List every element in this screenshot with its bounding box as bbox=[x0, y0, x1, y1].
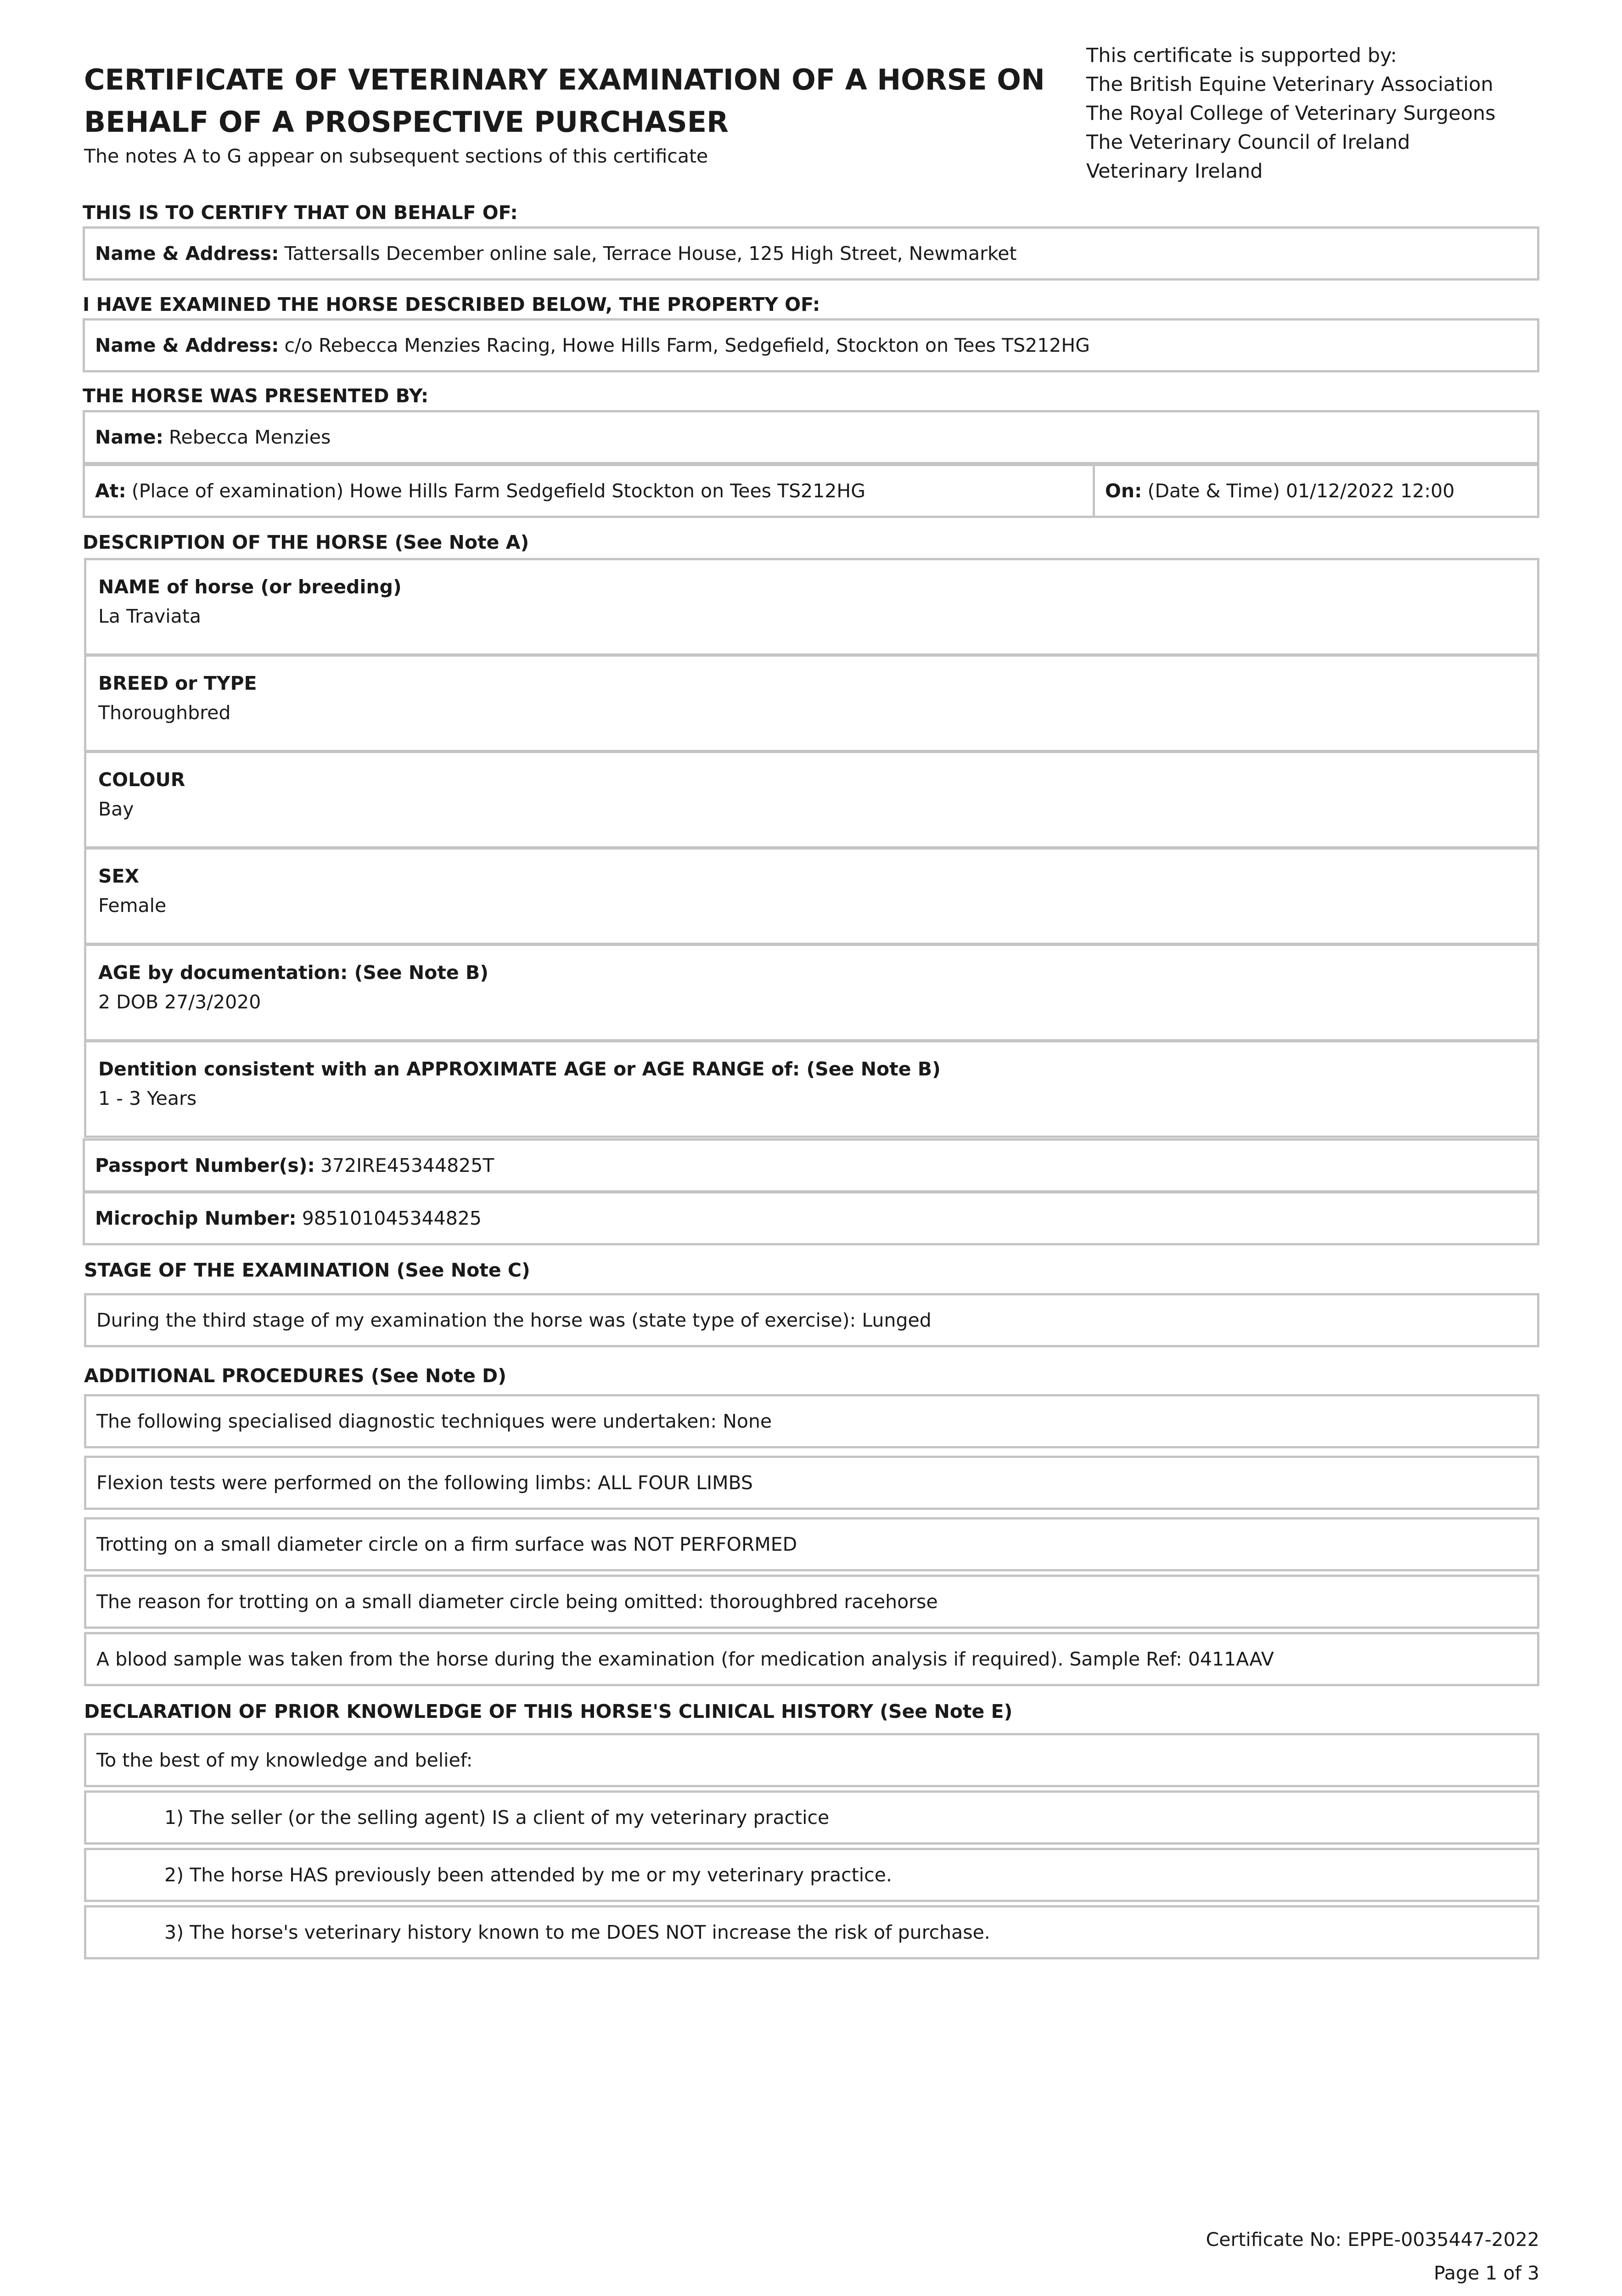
breed-box bbox=[84, 654, 1539, 752]
at-label: At: bbox=[95, 480, 126, 502]
property-name-address-box bbox=[83, 318, 1539, 372]
page-number: Page 1 of 3 bbox=[1433, 2262, 1539, 2284]
age-box bbox=[84, 944, 1539, 1041]
supporter-veterinary-ireland: Veterinary Ireland bbox=[1086, 160, 1263, 183]
breed-value: Thoroughbred bbox=[98, 702, 231, 724]
supported-by-block bbox=[1086, 41, 1496, 186]
presented-heading: THE HORSE WAS PRESENTED BY: bbox=[83, 385, 429, 407]
supported-by-heading: This certificate is supported by: bbox=[1086, 44, 1397, 67]
description-heading: DESCRIPTION OF THE HORSE (See Note A) bbox=[83, 531, 529, 553]
sex-label: SEX bbox=[98, 865, 140, 887]
procedure-item bbox=[84, 1517, 1539, 1571]
colour-box bbox=[84, 751, 1539, 849]
procedure-blood-sample-text: A blood sample was taken from the horse during the examination (for medication analysis if required). Sample Ref: 0411AAV bbox=[96, 1648, 1274, 1670]
stage-text: During the third stage of my examination the horse was (state type of exercise): Lunged bbox=[96, 1309, 932, 1331]
microchip-label: Microchip Number: bbox=[95, 1207, 297, 1229]
declaration-item bbox=[84, 1790, 1539, 1845]
colour-label: COLOUR bbox=[98, 769, 185, 791]
declaration-heading: DECLARATION OF PRIOR KNOWLEDGE OF THIS HORSE'S CLINICAL HISTORY (See Note E) bbox=[84, 1700, 1013, 1722]
age-label: AGE by documentation: (See Note B) bbox=[98, 962, 488, 984]
on-value: (Date & Time) 01/12/2022 12:00 bbox=[1147, 480, 1455, 502]
notes-subtitle: The notes A to G appear on subsequent sections of this certificate bbox=[84, 145, 708, 167]
declaration-intro-box bbox=[84, 1733, 1539, 1787]
declaration-item bbox=[84, 1905, 1539, 1959]
stage-heading: STAGE OF THE EXAMINATION (See Note C) bbox=[84, 1259, 530, 1281]
dentition-label: Dentition consistent with an APPROXIMATE AGE or AGE RANGE of: (See Note B) bbox=[98, 1058, 941, 1080]
supporter-beva: The British Equine Veterinary Association bbox=[1086, 73, 1493, 96]
property-label: Name & Address: bbox=[95, 334, 279, 356]
horse-name-label: NAME of horse (or breeding) bbox=[98, 576, 402, 598]
dentition-box bbox=[84, 1040, 1539, 1138]
sex-box bbox=[84, 847, 1539, 945]
procedure-item bbox=[84, 1456, 1539, 1510]
procedure-diagnostics-text: The following specialised diagnostic techniques were undertaken: None bbox=[96, 1410, 772, 1432]
property-value: c/o Rebecca Menzies Racing, Howe Hills Farm, Sedgefield, Stockton on Tees TS212HG bbox=[284, 334, 1090, 356]
passport-box bbox=[83, 1138, 1539, 1193]
procedures-heading: ADDITIONAL PROCEDURES (See Note D) bbox=[84, 1365, 506, 1387]
breed-label: BREED or TYPE bbox=[98, 672, 257, 694]
sex-value: Female bbox=[98, 895, 167, 917]
procedure-trotting-text: Trotting on a small diameter circle on a firm surface was NOT PERFORMED bbox=[96, 1533, 797, 1555]
on-label: On: bbox=[1105, 480, 1142, 502]
declaration-item bbox=[84, 1848, 1539, 1902]
behalf-label: Name & Address: bbox=[95, 242, 279, 264]
at-value: (Place of examination) Howe Hills Farm Sedgefield Stockton on Tees TS212HG bbox=[131, 480, 865, 502]
microchip-value: 985101045344825 bbox=[302, 1207, 482, 1229]
procedure-trotting-reason-text: The reason for trotting on a small diameter circle being omitted: thoroughbred racehorse bbox=[96, 1591, 938, 1613]
date-time-box bbox=[1093, 464, 1539, 518]
procedure-item bbox=[84, 1632, 1539, 1686]
declaration-intro: To the best of my knowledge and belief: bbox=[96, 1749, 473, 1771]
microchip-box bbox=[83, 1191, 1539, 1245]
declaration-item-1: 1) The seller (or the selling agent) IS a client of my veterinary practice bbox=[164, 1806, 830, 1829]
behalf-heading: THIS IS TO CERTIFY THAT ON BEHALF OF: bbox=[83, 202, 518, 224]
dentition-value: 1 - 3 Years bbox=[98, 1087, 197, 1109]
procedure-flexion-text: Flexion tests were performed on the following limbs: ALL FOUR LIMBS bbox=[96, 1472, 753, 1494]
colour-value: Bay bbox=[98, 798, 134, 820]
procedure-item bbox=[84, 1575, 1539, 1629]
procedure-item bbox=[84, 1394, 1539, 1448]
presented-name-value: Rebecca Menzies bbox=[168, 426, 331, 448]
horse-name-value: La Traviata bbox=[98, 605, 201, 627]
horse-name-box bbox=[84, 558, 1539, 656]
certificate-number: Certificate No: EPPE-0035447-2022 bbox=[1206, 2228, 1539, 2251]
place-of-examination-box bbox=[83, 464, 1095, 518]
age-value: 2 DOB 27/3/2020 bbox=[98, 991, 261, 1013]
property-heading: I HAVE EXAMINED THE HORSE DESCRIBED BELOW, THE PROPERTY OF: bbox=[83, 293, 820, 315]
supporter-rcvs: The Royal College of Veterinary Surgeons bbox=[1086, 102, 1496, 125]
presented-name-box bbox=[83, 410, 1539, 464]
certificate-title: CERTIFICATE OF VETERINARY EXAMINATION OF A HORSE ON BEHALF OF A PROSPECTIVE PURCHASER bbox=[84, 63, 1045, 139]
passport-value: 372IRE45344825T bbox=[320, 1154, 494, 1176]
presented-name-label: Name: bbox=[95, 426, 163, 448]
passport-label: Passport Number(s): bbox=[95, 1154, 315, 1176]
declaration-item-3: 3) The horse's veterinary history known to me DOES NOT increase the risk of purchase. bbox=[164, 1921, 990, 1943]
declaration-item-2: 2) The horse HAS previously been attended by me or my veterinary practice. bbox=[164, 1864, 892, 1886]
stage-box bbox=[84, 1293, 1539, 1347]
supporter-vci: The Veterinary Council of Ireland bbox=[1086, 131, 1410, 154]
behalf-name-address-box bbox=[83, 226, 1539, 281]
behalf-value: Tattersalls December online sale, Terrace House, 125 High Street, Newmarket bbox=[284, 242, 1017, 264]
